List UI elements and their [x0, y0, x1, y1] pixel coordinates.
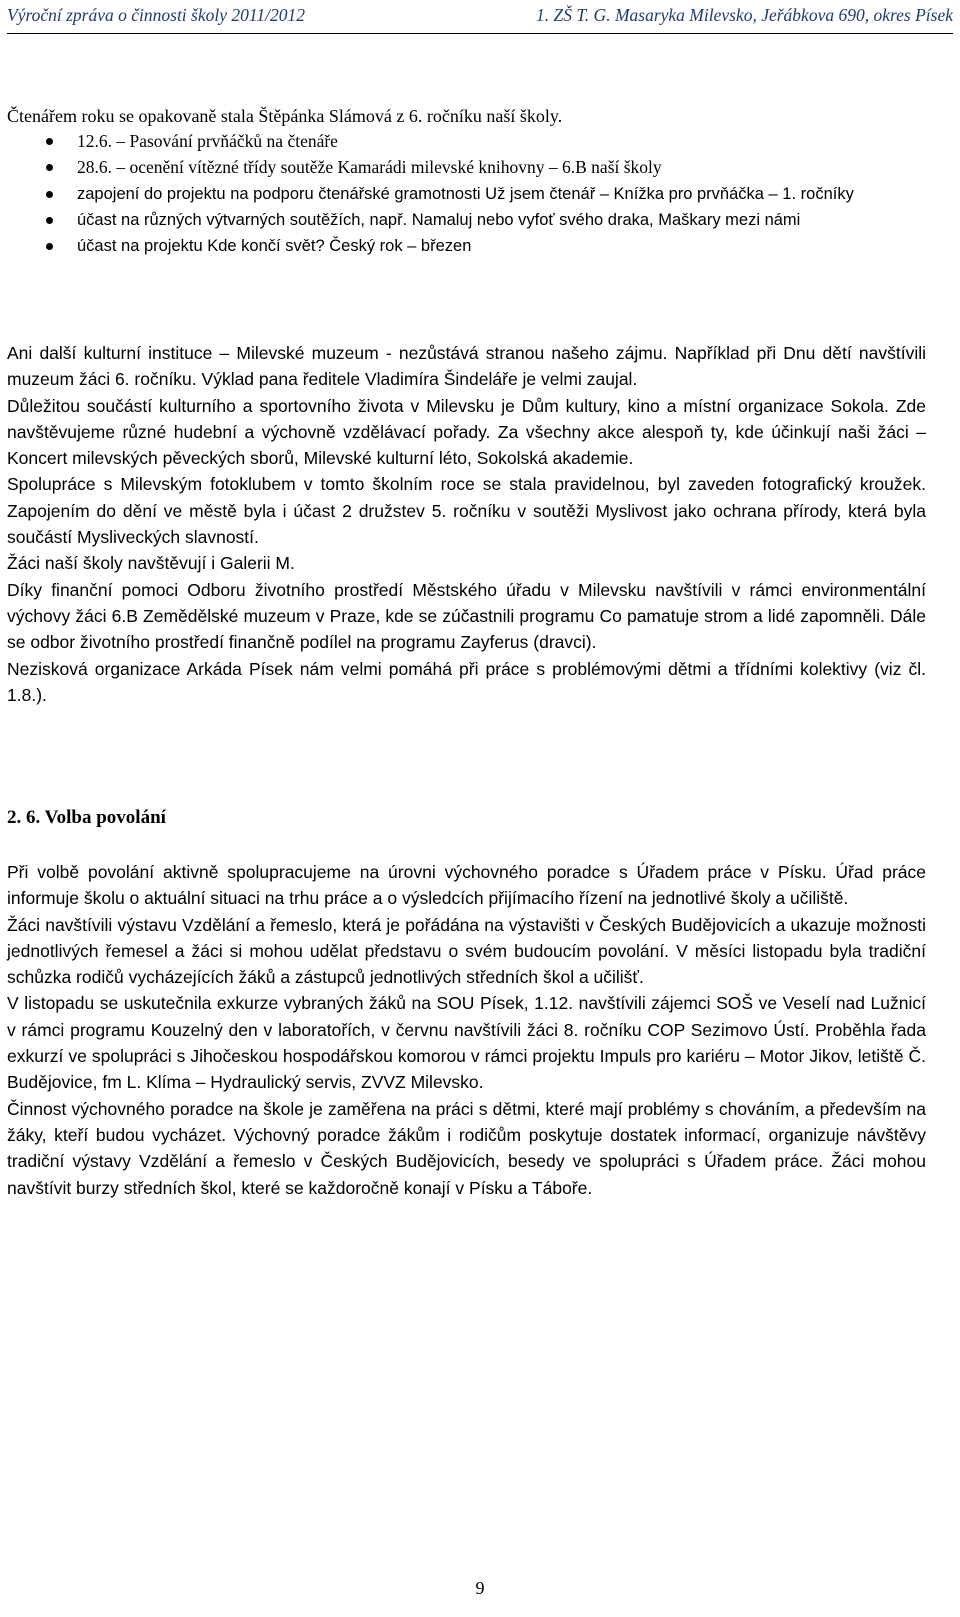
list-item-text: účast na projektu Kde končí svět? Český rok – březen: [77, 237, 472, 256]
list-item: [0, 207, 937, 233]
paragraph: Spolupráce s Milevským fotoklubem v tomto školním roce se stala pravidelnou, byl zaveden fotografický kroužek. Zapojením do dění ve městě byla i účast 2 družstev 5. ročníku v soutěži Myslivost jako ochrana přírody, která byla součástí Mysliveckých slavností.: [7, 474, 926, 548]
culture-section: [7, 340, 926, 708]
paragraph: Činnost výchovného poradce na škole je zaměřena na práci s dětmi, které mají problémy s chováním, a především na žáky, kteří budou vycházet. Výchovný poradce žákům i rodičům poskytuje dostatek informací, organizuje návštěvy tradiční výstavy Vzdělání a řemeslo v Českých Budějovicích, besedy ve spolupráci s Úřadem práce. Žáci mohou navštívit burzy středních škol, které se každoročně konají v Písku a Táboře.: [7, 1098, 926, 1198]
header-report-title: Výroční zpráva o činnosti školy 2011/2012: [7, 5, 305, 25]
paragraph: Žáci navštívili výstavu Vzdělání a řemeslo, která je pořádána na výstavišti v Českých Budějovicích a ukazuje možnosti jednotlivých řemesel a žáci si mohou udělat představu o svém budoucím povolání. V měsíci listopadu byla tradiční schůzka rodičů vycházejících žáků a zástupců jednotlivých středních škol a učilišť.: [7, 914, 926, 988]
header-school-name: 1. ZŠ T. G. Masaryka Milevsko, Jeřábkova 690, okres Písek: [536, 5, 953, 25]
list-item: [0, 128, 937, 154]
list-item-text: 28.6. – ocenění vítězné třídy soutěže Kamarádi milevské knihovny – 6.B naší školy: [77, 157, 662, 178]
paragraph: Nezisková organizace Arkáda Písek nám velmi pomáhá při práce s problémovými dětmi a třídními kolektivy (viz čl. 1.8.).: [7, 658, 926, 705]
list-item-text: 12.6. – Pasování prvňáčků na čtenáře: [77, 131, 338, 151]
events-list: [0, 128, 960, 259]
paragraph: Při volbě povolání aktivně spolupracujeme na úrovni výchovného poradce s Úřadem práce v Písku. Úřad práce informuje školu o aktuální situaci na trhu práce a o výsledcích přijímacího řízení na jednotlivé školy a učiliště.: [7, 862, 926, 909]
paragraph: V listopadu se uskutečnila exkurze vybraných žáků na SOU Písek, 1.12. navštívili zájemci SOŠ ve Veselí nad Lužnicí v rámci programu Kouzelný den v laboratořích, v červnu navštívili žáci 8. ročníku COP Sezimovo Ústí. Proběhla řada exkurzí ve spolupráci s Jihočeskou hospodářskou komorou v rámci projektu Impuls pro kariéru – Motor Jikov, letiště Č. Budějovice, fm L. Klíma – Hydraulický servis, ZVVZ Milevsko.: [7, 993, 926, 1093]
section-heading: 2. 6. Volba povolání: [7, 807, 166, 828]
page-number: 9: [475, 1578, 485, 1598]
paragraph: Žáci naší školy navštěvují i Galerii M.: [7, 553, 295, 574]
list-item: [0, 154, 937, 180]
career-section: [7, 859, 926, 1201]
list-item: [0, 233, 937, 259]
page-header: [7, 3, 953, 34]
intro-sentence: Čtenářem roku se opakovaně stala Štěpánka Slámová z 6. ročníku naší školy.: [7, 106, 563, 126]
paragraph: Důležitou součástí kulturního a sportovního života v Milevsku je Dům kultury, kino a místní organizace Sokola. Zde navštěvujeme různé hudební a výchovně vzdělávací pořady. Za všechny akce alespoň ty, kde účinkují naši žáci – Koncert milevských pěveckých sborů, Milevské kulturní léto, Sokolská akademie.: [7, 395, 926, 469]
paragraph: Díky finanční pomoci Odboru životního prostředí Městského úřadu v Milevsku navštívili v rámci environmentální výchovy žáci 6.B Zemědělské muzeum v Praze, kde se zúčastnili programu Co pamatuje strom a lidé zapomněli. Dále se odbor životního prostředí finančně podílel na programu Zayferus (dravci).: [7, 579, 926, 653]
list-item: [0, 181, 937, 207]
paragraph: Ani další kulturní instituce – Milevské muzeum - nezůstává stranou našeho zájmu. Například při Dnu dětí navštívili muzeum žáci 6. ročníku. Výklad pana ředitele Vladimíra Šindeláře je velmi zaujal.: [7, 343, 926, 390]
list-item-text: zapojení do projektu na podporu čtenářské gramotnosti Už jsem čtenář – Knížka pro prvňáčka – 1. ročníky: [77, 184, 854, 203]
list-item-text: účast na různých výtvarných soutěžích, např. Namaluj nebo vyfoť svého draka, Maškary mezi námi: [77, 210, 801, 229]
